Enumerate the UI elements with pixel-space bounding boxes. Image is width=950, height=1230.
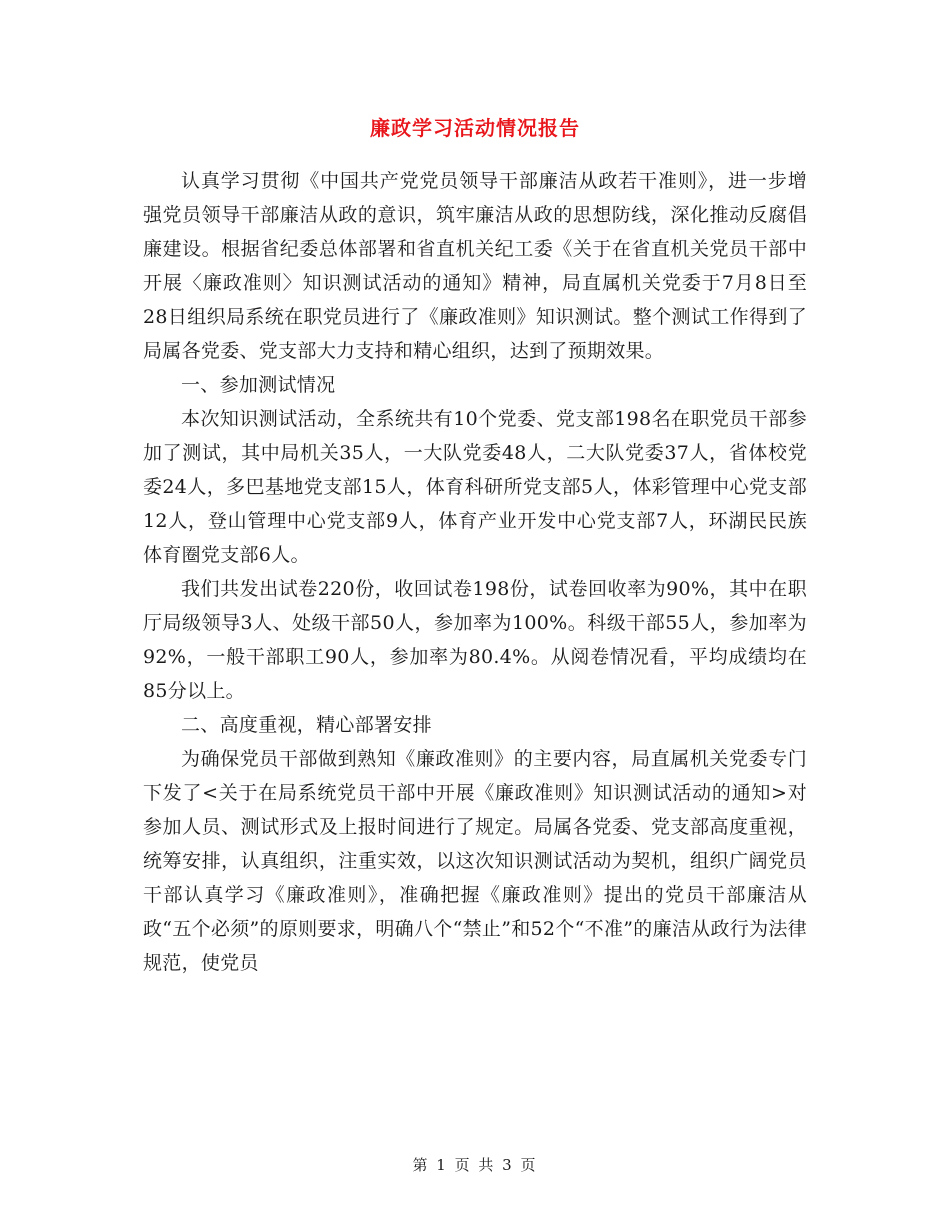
- page-number-footer: 第 1 页 共 3 页: [412, 1156, 538, 1174]
- document-body: [143, 164, 807, 980]
- paragraph-deployment: 为确保党员干部做到熟知《廉政准则》的主要内容，局直属机关党委专门下发了<关于在局系统党员干部中开展《廉政准则》知识测试活动的通知>对参加人员、测试形式及上报时间进行了规定。局属各党委、党支部高度重视，统筹安排，认真组织，注重实效，以这次知识测试活动为契机，组织广阔党员干部认真学习《廉政准则》，准确把握《廉政准则》提出的党员干部廉洁从政“五个必须”的原则要求，明确八个“禁止”和52个“不准”的廉洁从政行为法律规范，使党员: [143, 748, 807, 974]
- paragraph-participation: 本次知识测试活动，全系统共有10个党委、党支部198名在职党员干部参加了测试，其中局机关35人，一大队党委48人，二大队党委37人，省体校党委24人，多巴基地党支部15人，体育科研所党支部5人，体彩管理中心党支部12人，登山管理中心党支部9人，体育产业开发中心党支部7人，环湖民民族体育圈党支部6人。: [143, 408, 807, 566]
- paragraph-intro: 认真学习贯彻《中国共产党党员领导干部廉洁从政若干准则》，进一步增强党员领导干部廉洁从政的意识，筑牢廉洁从政的思想防线，深化推动反腐倡廉建设。根据省纪委总体部署和省直机关纪工委《关于在省直机关党员干部中开展〈廉政准则〉知识测试活动的通知》精神，局直属机关党委于7月8日至28日组织局系统在职党员进行了《廉政准则》知识测试。整个测试工作得到了局属各党委、党支部大力支持和精心组织，达到了预期效果。: [143, 170, 807, 362]
- paragraph-statistics: 我们共发出试卷220份，收回试卷198份，试卷回收率为90%，其中在职厅局级领导3人、处级干部50人，参加率为100%。科级干部55人，参加率为92%，一般干部职工90人，参加率为80.4%。从阅卷情况看，平均成绩均在85分以上。: [143, 578, 807, 702]
- document-title: 廉政学习活动情况报告: [370, 116, 580, 140]
- section-heading-1: 一、参加测试情况: [181, 374, 336, 396]
- section-heading-2: 二、高度重视，精心部署安排: [181, 714, 432, 736]
